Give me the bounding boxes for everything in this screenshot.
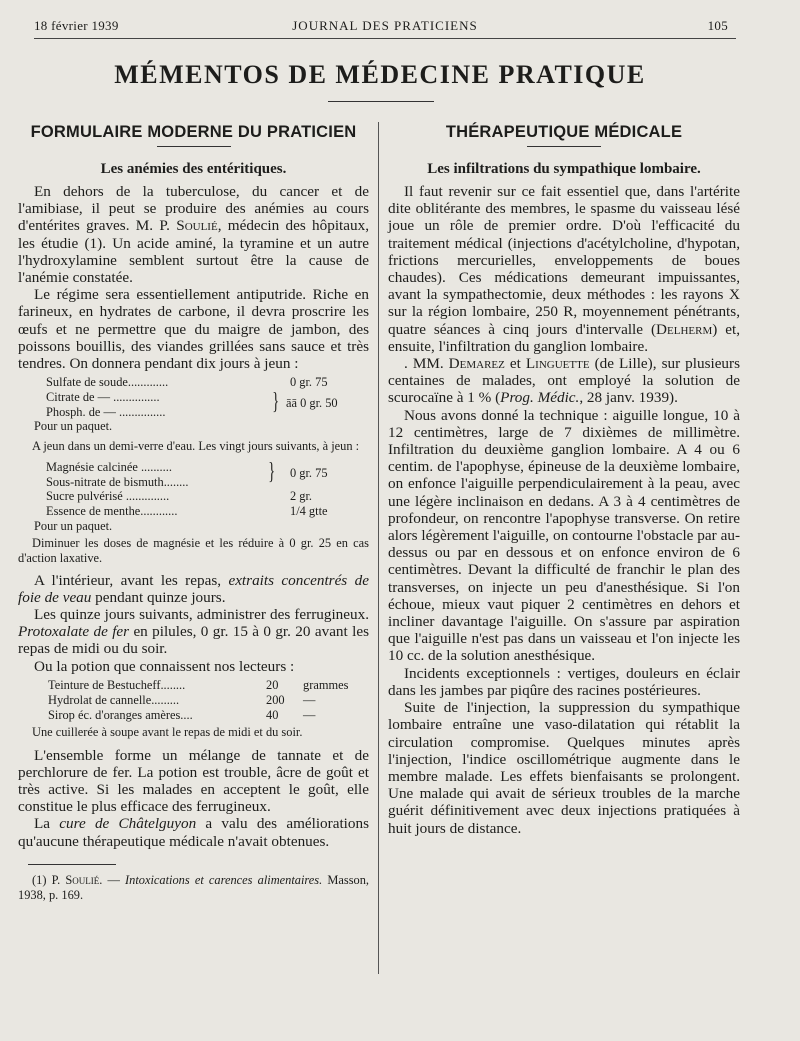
rx1-dose-23: āā 0 gr. 50	[286, 396, 338, 411]
title-divider	[328, 101, 434, 102]
rx1-dose-1: 0 gr. 75	[290, 375, 328, 390]
right-section-rule	[527, 146, 601, 147]
left-paragraph-1: En dehors de la tuberculose, du cancer et de l'amibiase, il peut se produire des anémies au cours d'entérites graves. M. P. Soulié, médecin des hôpitaux, les étudie (1). Un acide aminé, la tyramine et un autre l'hydroxylamine semblent surtout être la cause de l'anémie constatée.	[18, 183, 369, 287]
prescription-2	[18, 460, 369, 536]
rx1-line-2: Citrate de — ...............	[46, 389, 160, 404]
running-header	[34, 18, 736, 39]
left-paragraph-10: La cure de Châtelguyon a valu des améliorations qu'aucune thérapeutique médicale n'avait obtenues.	[18, 815, 369, 850]
left-paragraph-8: Une cuillerée à soupe avant le repas de midi et du soir.	[32, 724, 303, 739]
rx2-line-1: Magnésie calcinée ..........	[46, 460, 172, 475]
right-paragraph-5: Suite de l'injection, la suppression du sympathique lombaire entraîne une vaso-dilatation qui rétablit la circulation compromise. Quelques minutes après l'injection, l'indice oscillométrique augmente dans le membre malade. Les effets bienfaisants se prolongent. Une malade qui avait de sérieux troubles de la marche guérit définitivement avec deux injections pratiquées à huit jours de distance.	[388, 699, 740, 837]
rx2-dose-4: 1/4 gtte	[290, 504, 328, 519]
potion-row: Hydrolat de cannelle......... 200 —	[48, 692, 316, 707]
author-name: Soulié	[176, 217, 218, 235]
column-divider	[378, 122, 379, 974]
rx2-line-3: Sucre pulvérisé ..............	[46, 489, 170, 504]
author-name: Delherm	[656, 320, 713, 338]
right-subtitle: Les infiltrations du sympathique lombaire.	[427, 161, 701, 177]
prescription-1	[18, 375, 369, 435]
left-subtitle: Les anémies des entéritiques.	[100, 161, 287, 177]
rx1-end: Pour un paquet.	[34, 419, 113, 434]
page-title: MÉMENTOS DE MÉDECINE PRATIQUE	[114, 60, 646, 89]
rx1-line-1: Sulfate de soude.............	[46, 375, 169, 390]
left-paragraph-9: L'ensemble forme un mélange de tannate et de perchlorure de fer. La potion est trouble, âcre de goût et très active. Si les malades en acceptent le goût, elle constitue le plus efficace des ferrugineux.	[18, 746, 369, 816]
left-paragraph-4: Diminuer les doses de magnésie et les réduire à 0 gr. 25 en cas d'action laxative.	[18, 536, 369, 565]
rx2-end: Pour un paquet.	[34, 518, 113, 533]
issue-date: 18 février 1939	[34, 18, 119, 33]
right-column	[388, 120, 740, 837]
brace-icon: }	[272, 389, 280, 416]
rx2-line-4: Essence de menthe............	[46, 504, 178, 519]
rx2-line-2: Sous-nitrate de bismuth........	[46, 474, 189, 489]
potion-row: Sirop éc. d'oranges amères.... 40 —	[48, 707, 316, 722]
journal-name: JOURNAL DES PRATICIENS	[292, 18, 478, 33]
page-number: 105	[707, 18, 728, 33]
rx2-dose-3: 2 gr.	[290, 489, 313, 504]
potion-table	[18, 678, 369, 723]
right-paragraph-3: Nous avons donné la technique : aiguille longue, 10 à 12 centimètres, large de 7 dixièmes de millimètre. Infiltration du deuxième ganglion lombaire. A 4 ou 6 centim. de l'apophyse, épineuse de la deuxième lombaire, on enfonce l'aiguille perpendiculairement à la peau, avec une légère inclinaison en dedans. A 3 à 4 centimètres de profondeur, on rencontre l'apophyse transverse. On retire alors légèrement l'aiguille, on contourne l'obstacle par au-dessus ou par en dessous et on enfonce environ de 6 centimètres. Devant la difficulté de franchir le plan des transverses, on injecte un peu d'anesthésique. Si l'on échoue, mieux vaut piquer 2 centimètres en dehors et incliner davantage l'aiguille. On s'assure par aspiration que l'aiguille n'est pas dans un vaisseau et l'on injecte les 10 cc. de la solution anesthésique.	[388, 406, 740, 665]
brace-icon: }	[268, 459, 276, 486]
left-paragraph-6: Les quinze jours suivants, administrer des ferrugineux. Protoxalate de fer en pilules, 0 gr. 15 à 0 gr. 20 avant les repas de midi ou du soir.	[18, 606, 369, 658]
right-paragraph-1: Il faut revenir sur ce fait essentiel que, dans l'artérite dite oblitérante des membres, le spasme du vaisseau lésé joue un rôle de premier ordre. D'où l'efficacité du traitement médical (injections d'acétylcholine, d'hypotan, frictions mercurielles, enveloppements de boues chaudes). Ces médications demeurant impuissantes, avant la sympathectomie, deux méthodes : les rayons X sur la région lombaire, 250 R, moyennement pénétrants, quatre séances à cinq jours d'intervalle (Delherm) et, ensuite, l'infiltration du ganglion lombaire.	[388, 183, 740, 355]
left-column	[18, 120, 369, 903]
left-section-title: FORMULAIRE MODERNE DU PRATICIEN	[30, 123, 357, 141]
footnote-rule	[28, 864, 116, 865]
right-paragraph-4: Incidents exceptionnels : vertiges, douleurs en éclair dans les jambes par piqûre des racines postérieures.	[388, 664, 740, 699]
rx1-line-3: Phosph. de — ...............	[46, 404, 166, 419]
left-paragraph-5: A l'intérieur, avant les repas, extraits concentrés de foie de veau pendant quinze jours.	[18, 571, 369, 606]
left-section-rule	[157, 146, 231, 147]
left-paragraph-3: A jeun dans un demi-verre d'eau. Les vingt jours suivants, à jeun :	[32, 439, 360, 454]
right-paragraph-2: . MM. Demarez et Linguette (de Lille), sur plusieurs centaines de malades, ont employé la solution de scurocaïne à 1 % (Prog. Médic., 28 janv. 1939).	[388, 355, 740, 407]
right-section-title: THÉRAPEUTIQUE MÉDICALE	[445, 123, 683, 141]
potion-row: Teinture de Bestucheff........ 20 grammes	[48, 677, 349, 692]
left-paragraph-7: Ou la potion que connaissent nos lecteurs :	[34, 657, 295, 675]
rx2-dose-12: 0 gr. 75	[290, 466, 328, 481]
left-paragraph-2: Le régime sera essentiellement antiputride. Riche en farineux, en hydrates de carbone, il devra proscrire les œufs et ne permettre que du maigre de jambon, des poissons bouillis, des viandes grillées sans sauce et très tendres. On donnera pendant dix jours à jeun :	[18, 286, 369, 373]
footnote: (1) P. Soulié. — Intoxications et carences alimentaires. Masson, 1938, p. 169.	[18, 872, 370, 902]
